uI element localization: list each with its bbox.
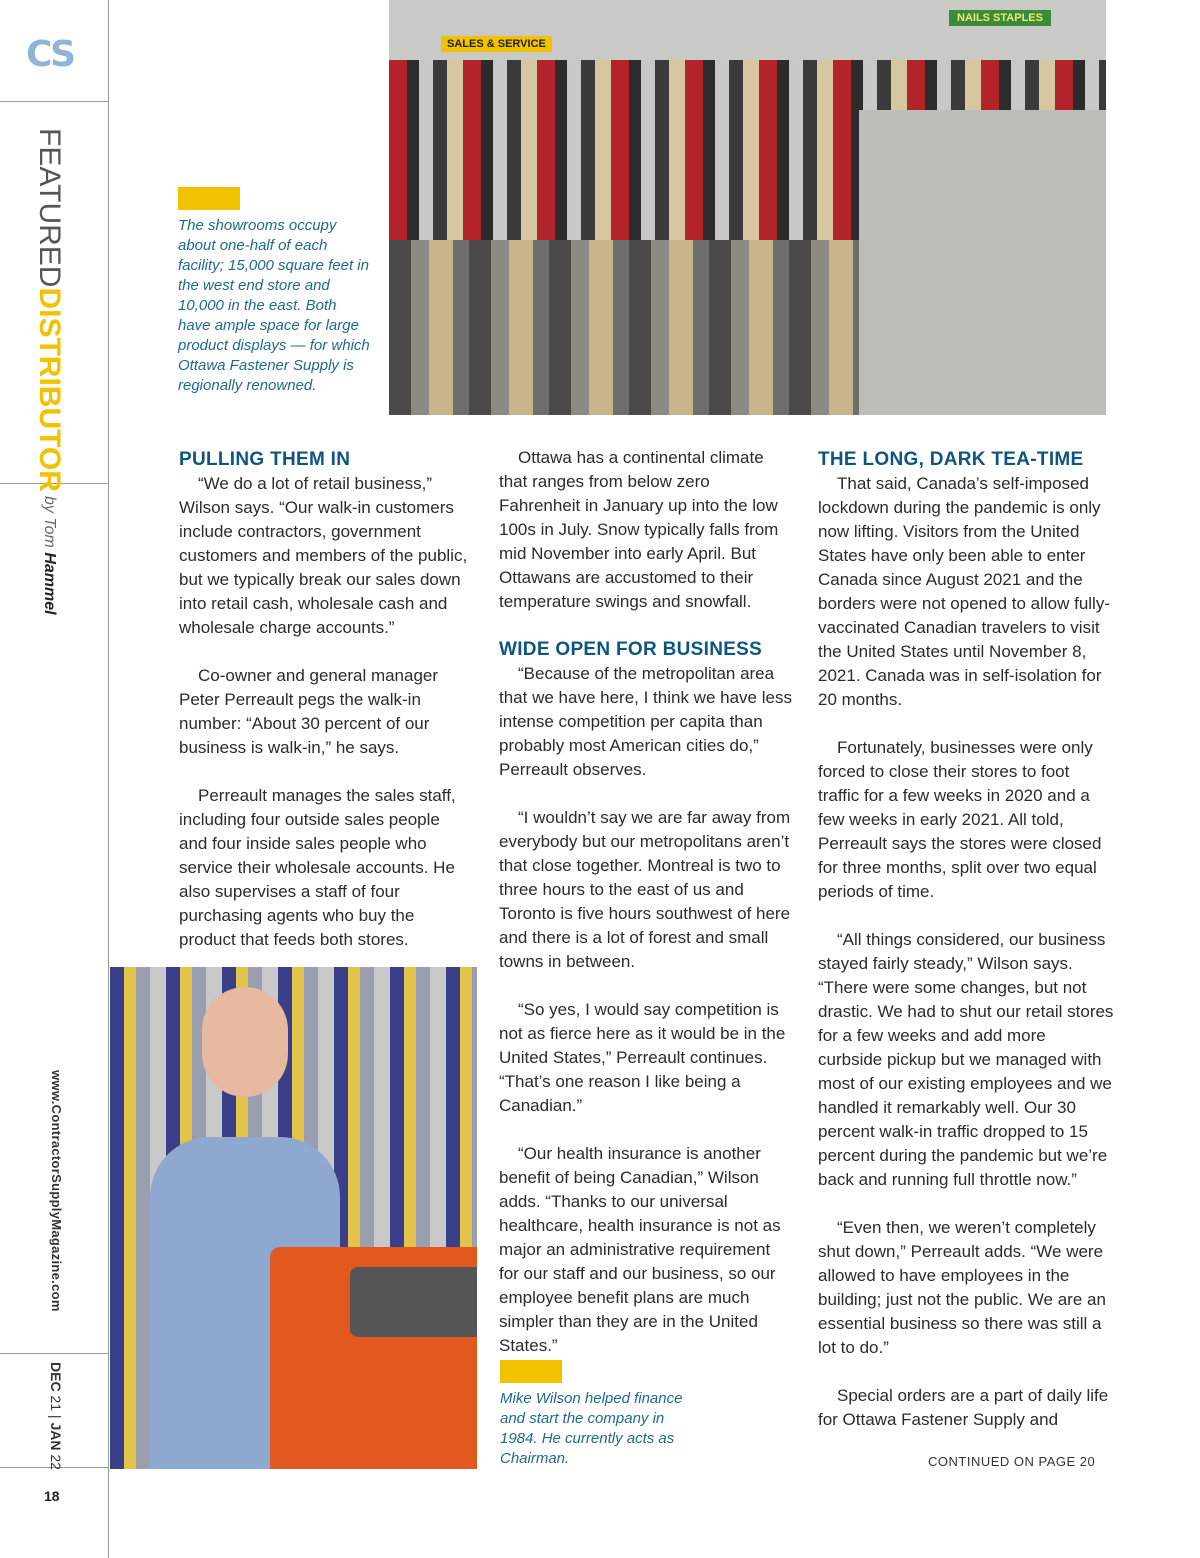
paragraph: “I wouldn’t say we are far away from everybody but our metropolitans aren’t that close together. Montreal is two to three hours to the east of us and Toronto is five hours southwest of here and there is a lot of forest and small towns in between. (499, 808, 791, 971)
photo-snowblower-top (350, 1267, 477, 1337)
photo-person-head (202, 987, 288, 1097)
paragraph: Fortunately, businesses were only forced to close their stores to foot traffic for a few weeks in 2020 and a few weeks in early 2021. All told, Perreault says the stores were closed for three months, split over two equal periods of time. (818, 738, 1102, 901)
paragraph: That said, Canada’s self-imposed lockdown during the pandemic is only now lifting. Visitors from the United States have only been able to enter Canada since August 2021 and the borders were not opened to allow fully-vaccinated Canadian travelers to visit the United States until November 8, 2021. Canada was in self-isolation for 20 months. (818, 474, 1110, 709)
magazine-logo: CS (26, 34, 74, 75)
paragraph: Special orders are a part of daily life for Ottawa Fastener Supply and (818, 1386, 1109, 1429)
paragraph: Co-owner and general manager Peter Perreault pegs the walk-in number: “About 30 percent of our business is walk-in,” he says. (179, 666, 439, 757)
paragraph: “Our health insurance is another benefit of being Canadian,” Wilson adds. “Thanks to our universal healthcare, health insurance is not as major an administrative requirement for our staff and our business, so our employee benefit plans are much simpler than they are in the United States.” (499, 1144, 781, 1355)
issue-year-b: 22 (48, 1454, 64, 1470)
paragraph: “Because of the metropolitan area that we have here, I think we have less intense competition per capita than probably most American cities do,” Perreault observes. (499, 664, 792, 779)
paragraph: “All things considered, our business stayed fairly steady,” Wilson says. “There were some changes, but not drastic. We had to shut our retail stores for a few weeks and add more curbside pickup but we managed with most of our existing employees and we handled it remarkably well. Our 30 percent walk-in traffic dropped to 15 percent during the pandemic but we’re back and running full throttle now.” (818, 930, 1114, 1189)
byline-by: by Tom (41, 496, 58, 548)
showroom-caption: The showrooms occupy about one-half of each facility; 15,000 square feet in the west end store and 10,000 in the east. Both have ample space for large product displays — for which Ottawa Fastener Supply is regionally renowned. (178, 217, 370, 394)
byline-author: Hammel (41, 552, 58, 615)
section-title-thin: FEATURED (33, 128, 66, 288)
paragraph: Perreault manages the sales staff, including four outside sales people and four inside sales people who service their wholesale accounts. He also supervises a staff of four purchasing agents who buy the product that feeds both stores. (179, 786, 456, 949)
rail-divider (108, 0, 109, 1558)
heading-pulling-them-in: PULLING THEM IN (179, 449, 351, 470)
continued-link[interactable]: CONTINUED ON PAGE 20 (928, 1454, 1096, 1469)
portrait-caption: Mike Wilson helped finance and start the company in 1984. He currently acts as Chairman. (500, 1390, 683, 1467)
section-title-bold: DISTRIBUTOR (33, 287, 66, 492)
caption-marker-top (178, 187, 240, 210)
issue-month-a: DEC (48, 1362, 64, 1392)
store-sign-nails: NAILS STAPLES (949, 10, 1051, 26)
paragraph: “So yes, I would say competition is not as fierce here as it would be in the United States,” Perreault continues. “That’s one reason I like being a Canadian.” (499, 1000, 786, 1115)
page-number: 18 (44, 1488, 60, 1504)
paragraph: “Even then, we weren’t completely shut down,” Perreault adds. “We were allowed to have employees in the building; just not the public. We are an essential business so there was still a lot to do.” (818, 1218, 1106, 1357)
rail-rule-lower (0, 1353, 108, 1354)
issue-date (48, 1362, 64, 1470)
heading-long-dark-tea-time: THE LONG, DARK TEA-TIME (818, 449, 1084, 470)
article-column-2 (499, 446, 793, 1382)
store-sign-sales: SALES & SERVICE (441, 36, 552, 52)
rail-rule-top (0, 101, 108, 102)
heading-wide-open: WIDE OPEN FOR BUSINESS (499, 639, 763, 660)
article-column-1 (179, 448, 472, 976)
article-column-3 (818, 448, 1114, 1432)
issue-separator: | (48, 1414, 64, 1419)
portrait-photo (110, 967, 477, 1469)
issue-month-b: JAN (48, 1422, 64, 1451)
issue-year-a: 21 (48, 1395, 64, 1412)
paragraph: Ottawa has a continental climate that ranges from below zero Fahrenheit in January up into the low 100s in July. Snow typically falls from mid November into early April. But Ottawans are accustomed to their temperature swings and snowfall. (499, 448, 779, 611)
section-title (32, 128, 66, 492)
paragraph: “We do a lot of retail business,” Wilson says. “Our walk-in customers include contractors, government customers and members of the public, but we typically break our sales down into retail cash, wholesale cash and wholesale charge accounts.” (179, 474, 468, 637)
byline (40, 496, 58, 615)
showroom-photo (389, 0, 1106, 415)
website-url: www.ContractorSupplyMagazine.com (49, 1070, 64, 1312)
photo-aisle (859, 110, 1106, 415)
